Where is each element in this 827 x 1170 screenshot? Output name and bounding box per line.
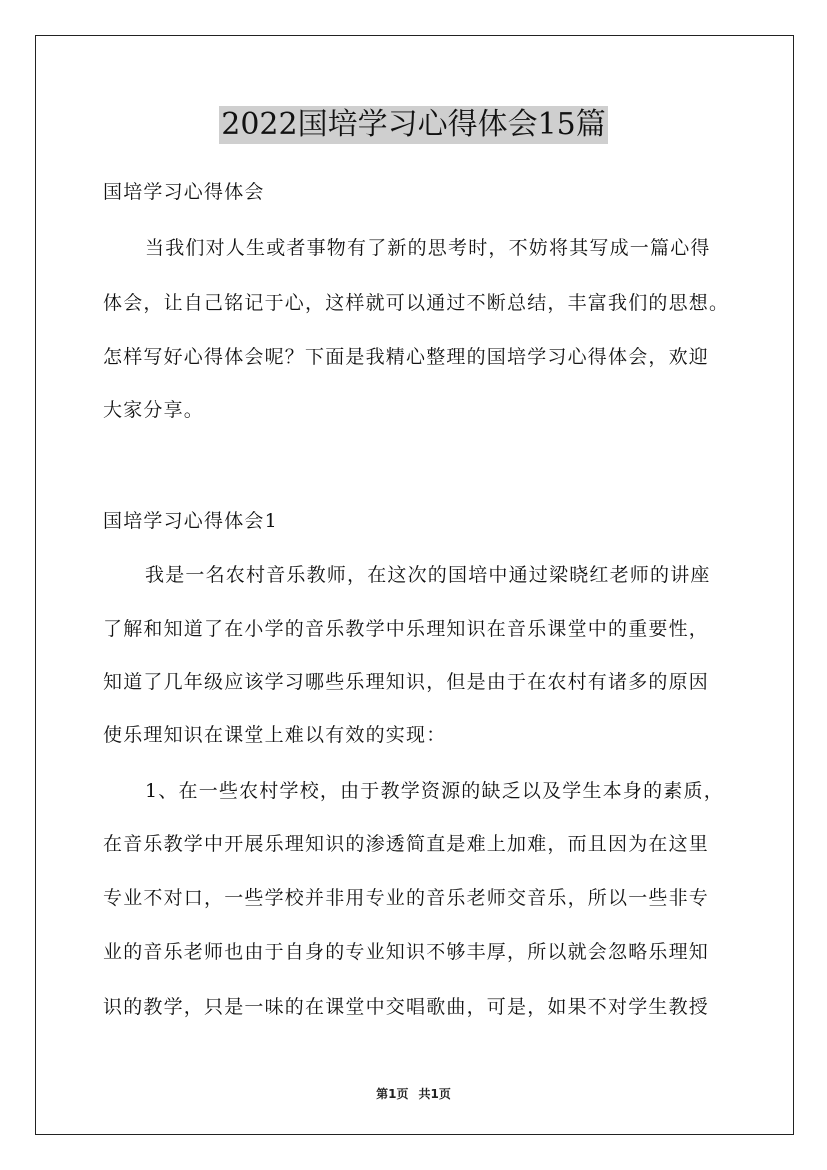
section1-para2-line: 1、在一些农村学校，由于教学资源的缺乏以及学生本身的素质， [145,780,724,802]
section1-para2-line: 专业不对口，一些学校并非用专业的音乐老师交音乐，所以一些非专 [103,887,710,909]
section1-heading: 国培学习心得体会1 [103,510,278,532]
section1-para1-line: 使乐理知识在课堂上难以有效的实现： [103,724,447,746]
page-number-current: 第1页 [376,1087,409,1101]
intro-line: 大家分享。 [103,399,205,421]
intro-line: 当我们对人生或者事物有了新的思考时，不妨将其写成一篇心得 [145,237,711,259]
document-title [0,104,827,144]
section1-para1-line: 我是一名农村音乐教师，在这次的国培中通过梁晓红老师的讲座 [145,564,711,586]
section1-para1-line: 知道了几年级应该学习哪些乐理知识，但是由于在农村有诸多的原因 [103,671,710,693]
intro-line: 怎样写好心得体会呢？下面是我精心整理的国培学习心得体会，欢迎 [103,346,710,368]
section1-para1-line: 了解和知道了在小学的音乐教学中乐理知识在音乐课堂中的重要性， [103,618,710,640]
intro-heading: 国培学习心得体会 [103,181,265,203]
section1-para2-line: 识的教学，只是一味的在课堂中交唱歌曲，可是，如果不对学生教授 [103,996,710,1018]
document-title-text: 2022国培学习心得体会15篇 [221,107,606,142]
page-number-total: 共1页 [418,1087,451,1101]
section1-para2-line: 业的音乐老师也由于自身的专业知识不够丰厚，所以就会忽略乐理知 [103,941,710,963]
section1-para2-line: 在音乐教学中开展乐理知识的渗透简直是难上加难，而且因为在这里 [103,833,710,855]
intro-line: 体会，让自己铭记于心，这样就可以通过不断总结，丰富我们的思想。 [103,292,730,314]
page-footer [0,1085,827,1102]
